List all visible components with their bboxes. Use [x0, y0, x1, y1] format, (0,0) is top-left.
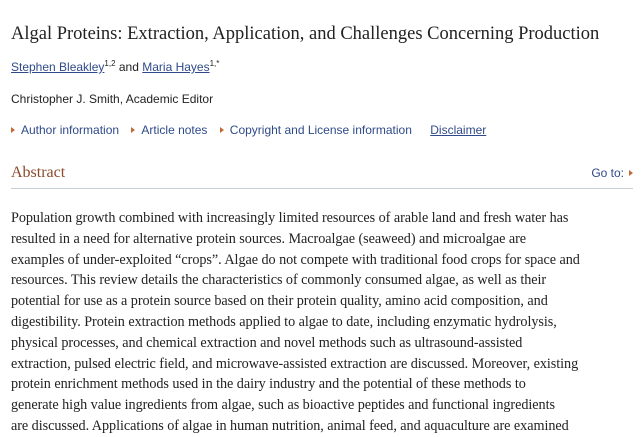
- triangle-right-icon: [11, 127, 15, 133]
- abstract-line: physical processes, and chemical extraction and novel methods such as ultrasound-assisted: [11, 334, 523, 351]
- triangle-right-icon: [629, 170, 633, 176]
- copyright-license-link[interactable]: Copyright and License information: [229, 123, 412, 137]
- author-information-link[interactable]: Author information: [21, 123, 120, 137]
- triangle-right-icon: [220, 127, 224, 133]
- abstract-body: [11, 208, 633, 437]
- author-affiliation-bleakley: 1,2: [104, 59, 116, 68]
- abstract-line: protein enrichment methods used in the dairy industry and the potential of these methods to: [11, 376, 526, 393]
- abstract-line: resources. This review details the characteristics of commonly consumed algae, as well as their: [11, 272, 547, 289]
- abstract-line: are discussed. Applications of algae in human nutrition, animal feed, and aquaculture are examined: [11, 417, 569, 434]
- abstract-line: Population growth combined with increasingly limited resources of arable land and fresh water has: [11, 210, 569, 226]
- author-link-hayes[interactable]: Maria Hayes: [142, 60, 210, 74]
- academic-editor: Christopher J. Smith, Academic Editor: [11, 92, 214, 106]
- disclaimer-link[interactable]: Disclaimer: [430, 123, 487, 137]
- goto-label[interactable]: Go to:: [591, 166, 624, 180]
- abstract-line: digestibility. Protein extraction methods applied to algae to date, including enzymatic hydrolysis,: [11, 313, 557, 330]
- article-links: [11, 123, 486, 137]
- abstract-line: examples of under-exploited “crops”. Algae do not compete with traditional food crops for space and: [11, 251, 580, 268]
- article-title: Algal Proteins: Extraction, Application, and Challenges Concerning Production: [11, 24, 600, 44]
- author-list: [11, 60, 219, 74]
- article-notes-link[interactable]: Article notes: [141, 123, 208, 137]
- abstract-line: resulted in a need for alternative protein sources. Macroalgae (seaweed) and microalgae are: [11, 230, 527, 247]
- author-separator: and: [115, 60, 143, 74]
- abstract-line: extraction, pulsed electric field, and microwave-assisted extraction are discussed. Moreover, existing: [11, 355, 579, 372]
- abstract-line: potential for use as a protein source based on their protein quality, amino acid composition, and: [11, 293, 548, 310]
- author-link-bleakley[interactable]: Stephen Bleakley: [11, 60, 105, 74]
- goto-menu[interactable]: [591, 166, 633, 180]
- abstract-heading: Abstract: [11, 164, 66, 181]
- author-affiliation-hayes: 1,*: [209, 59, 220, 68]
- triangle-right-icon: [131, 127, 135, 133]
- abstract-line: generate high value ingredients from algae, such as bioactive peptides and functional ingredients: [11, 397, 555, 414]
- abstract-header: [11, 164, 633, 189]
